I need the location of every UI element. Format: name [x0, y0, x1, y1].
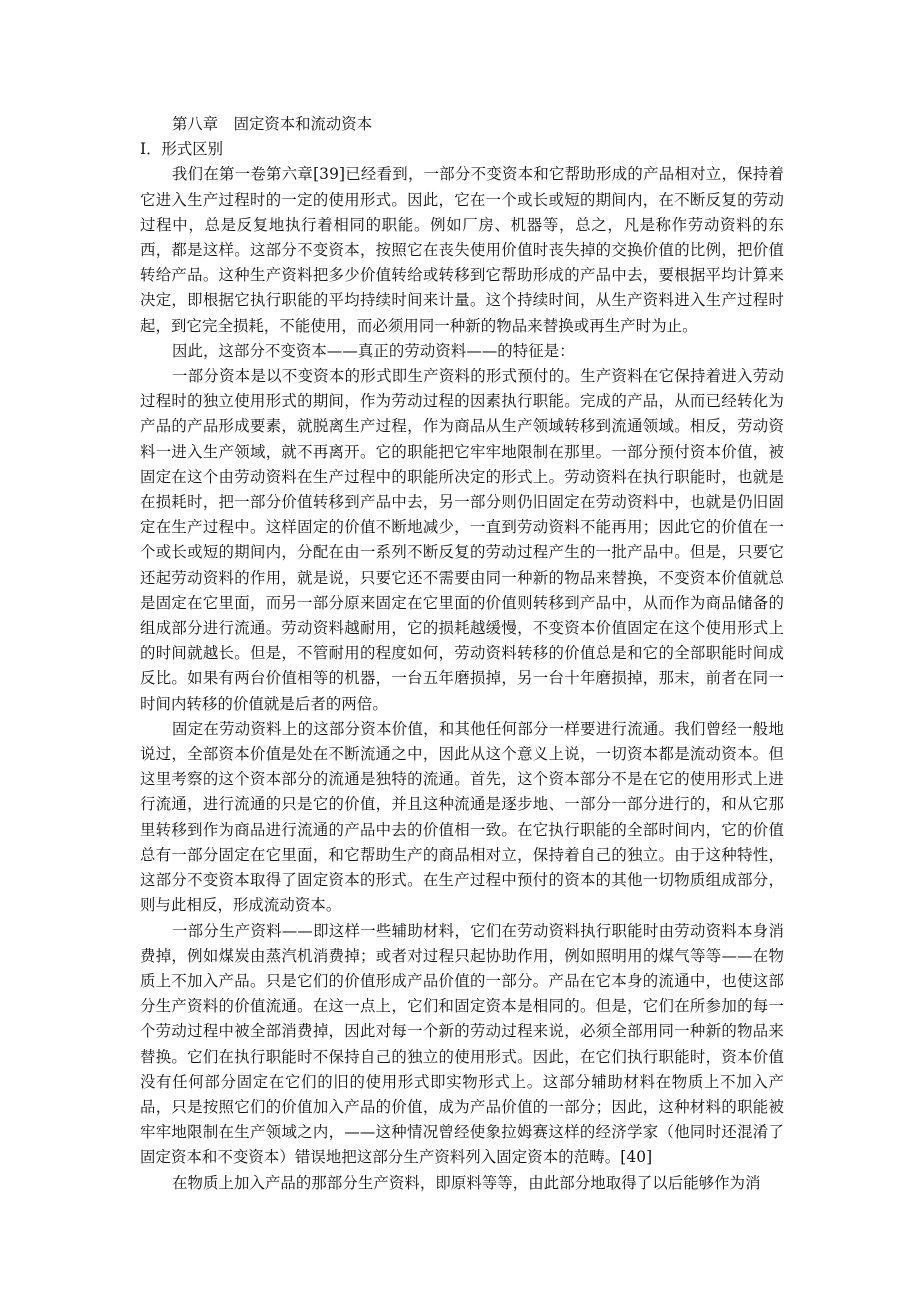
chapter-title: 第八章 固定资本和流动资本 [172, 115, 373, 133]
paragraph: 在物质上加入产品的那部分生产资料，即原料等等，由此部分地取得了以后能够作为消 [172, 1173, 761, 1192]
paragraph: 一部分生产资料——即这样一些辅助材料，它们在劳动资料执行职能时由劳动资料本身消费掉，例如煤炭由蒸汽机消费掉；或者对过程只起协助作用，例如照明用的煤气等等——在物质上不加入产品。只是它们的价值形成产品价值的一部分。产品在它本身的流通中，也使这部分生产资料的价值流通。在这一点上，它们和固定资本是相同的。但是，它们在所参加的每一个劳动过程中被全部消费掉，因此对每一个新的劳动过程来说，必须全部用同一种新的物品来替换。它们在执行职能时不保持自己的独立的使用形式。因此，在它们执行职能时，资本价值没有任何部分固定在它们的旧的使用形式即实物形式上。这部分辅助材料在物质上不加入产品，只是按照它们的价值加入产品的价值，成为产品价值的一部分；因此，这种材料的职能被牢牢地限制在生产领域之内，——这种情况曾经使象拉姆赛这样的经济学家（他同时还混淆了固定资本和不变资本）错误地把这部分生产资料列入固定资本的范畴。[40] [140, 921, 784, 1167]
section-heading: Ⅰ．形式区别 [140, 140, 224, 159]
paragraph: 我们在第一卷第六章[39]已经看到，一部分不变资本和它帮助形成的产品相对立，保持着它进入生产过程时的一定的使用形式。因此，它在一个或长或短的期间内，在不断反复的劳动过程中，总是反复地执行着相同的职能。例如厂房、机器等，总之，凡是称作劳动资料的东西，都是这样。这部分不变资本，按照它在丧失使用价值时丧失掉的交换价值的比例，把价值转给产品。这种生产资料把多少价值转给或转移到它帮助形成的产品中去，要根据平均计算来决定，即根据它执行职能的平均持续时间来计量。这个持续时间，从生产资料进入生产过程时起，到它完全损耗，不能使用，而必须用同一种新的物品来替换或再生产时为止。 [140, 165, 784, 335]
paragraph: 因此，这部分不变资本——真正的劳动资料——的特征是： [172, 341, 575, 360]
paragraph: 固定在劳动资料上的这部分资本价值，和其他任何部分一样要进行流通。我们曾经一般地说过，全部资本价值是处在不断流通之中，因此从这个意义上说，一切资本都是流动资本。但这里考察的这个资本部分的流通是独特的流通。首先，这个资本部分不是在它的使用形式上进行流通，进行流通的只是它的价值，并且这种流通是逐步地、一部分一部分进行的，和从它那里转移到作为商品进行流通的产品中去的价值相一致。在它执行职能的全部时间内，它的价值总有一部分固定在它里面，和它帮助生产的商品相对立，保持着自己的独立。由于这种特性，这部分不变资本取得了固定资本的形式。在生产过程中预付的资本的其他一切物质组成部分，则与此相反，形成流动资本。 [140, 719, 784, 915]
paragraph: 一部分资本是以不变资本的形式即生产资料的形式预付的。生产资料在它保持着进入劳动过程时的独立使用形式的期间，作为劳动过程的因素执行职能。完成的产品，从而已经转化为产品的产品形成要素，就脱离生产过程，作为商品从生产领域转移到流通领域。相反，劳动资料一进入生产领域，就不再离开。它的职能把它牢牢地限制在那里。一部分预付资本价值，被固定在这个由劳动资料在生产过程中的职能所决定的形式上。劳动资料在执行职能时，也就是在损耗时，把一部分价值转移到产品中去，另一部分则仍旧固定在劳动资料中，也就是仍旧固定在生产过程中。这样固定的价值不断地减少，一直到劳动资料不能再用；因此它的价值在一个或长或短的期间内，分配在由一系列不断反复的劳动过程产生的一批产品中。但是，只要它还起劳动资料的作用，就是说，只要它还不需要由同一种新的物品来替换，不变资本价值就总是固定在它里面，而另一部分原来固定在它里面的价值则转移到产品中，从而作为商品储备的组成部分进行流通。劳动资料越耐用，它的损耗越缓慢，不变资本价值固定在这个使用形式上的时间就越长。但是，不管耐用的程度如何，劳动资料转移的价值总是和它的全部职能时间成反比。如果有两台价值相等的机器，一台五年磨损掉，另一台十年磨损掉，那末，前者在同一时间内转移的价值就是后者的两倍。 [140, 367, 784, 713]
document-page [140, 112, 784, 1196]
